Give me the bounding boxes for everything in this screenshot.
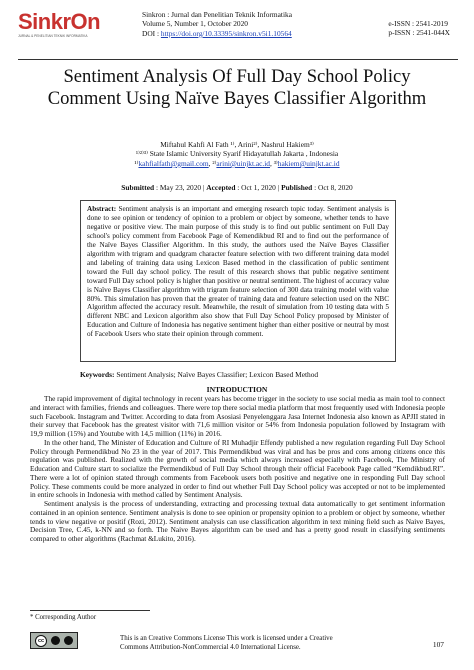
published-date: : Oct 8, 2020 [312,183,353,192]
author-affiliation: ¹⁾²⁾³⁾ State Islamic University Syarif Hidayatullah Jakarta , Indonesia [135,149,339,159]
submitted-label: Submitted [121,183,155,192]
logo-wordmark [18,9,101,34]
email-link-2[interactable]: arini@uinjkt.ac.id [216,158,271,168]
email-separator: , ³⁾ [270,158,278,168]
creative-commons-badge[interactable] [30,632,78,649]
doi-label: DOI : [142,28,161,38]
introduction-body [30,395,445,544]
license-line-1: This is an Creative Commons License This work is licensed under a Creative [120,635,333,642]
page-number: 107 [432,640,444,649]
section-heading-introduction: INTRODUCTION [206,385,268,394]
abstract-label: Abstract: [87,205,117,213]
submission-dates [40,183,434,192]
email-separator: , ²⁾ [208,158,217,168]
paper-title: Sentiment Analysis Of Full Day School Policy Comment Using Naïve Bayes Classifier Algorithm [47,66,427,109]
logo-subtitle: JURNAL & PENELITIAN TEKNIK INFORMATIKA [18,34,88,38]
author-emails [40,159,434,168]
by-icon [51,636,60,645]
footnote-divider [30,610,150,611]
doi-link[interactable]: https://doi.org/10.33395/sinkron.v5i1.10564 [160,28,292,38]
author-block [40,140,434,168]
journal-volume: Volume 5, Number 1, October 2020 [142,19,248,29]
nc-icon [64,636,73,645]
email-link-1[interactable]: kahfialfath@gmail.com [138,158,209,168]
corresponding-author-note: * Corresponding Author [30,614,97,621]
logo-accent-text: On [70,9,101,34]
sinkron-logo [18,9,101,38]
pissn: p-ISSN : 2541-044X [388,28,450,38]
accepted-date: : Oct 1, 2020 | [235,183,282,192]
abstract-text: Sentiment analysis is an important and emerging research topic today. Sentiment analysis is done to see opinion or tendency of opinion to a problem or object by someone, whether tends to have negative or positive view. The main purpose of this study is to find out public sentiment on Full Day school's policy comment from Facebook Page of Kemendikbud RI and to find out the performance of the Naïve Bayes Classifier Algorithm. In this study, the authors used the Naïve Bayes Classifier algorithm with trigram and quadgram character feature selection with two different training data model and labeling of training data using Lexicon Based method in the classification of public sentiment toward the Full day school policy. The result of this research shows that public negative sentiment toward Full Day school policy is higher than positive or neutral sentiment. The highest of accuracy value is Naïve Bayes Classifier algorithm with trigram feature selection of 300 data training model with value 80%. This simulation has proven that the greater of training data and feature selection used on the NBC Algorithm affected the accuracy result. Meanwhile, the result of simulation from 10 testing data with 5 different NBC and Lexicon algorithm also show that Full Day School Policy proposed by Minister of Education and Culture of Indonesia has negative sentiment higher than either positive or neutral by most of Facebook Users who state their opinion through comment. [87,205,389,339]
accepted-label: Accepted [206,183,236,192]
issn-block [388,19,450,38]
published-label: Published [281,183,313,192]
journal-header [18,8,458,60]
doi-line [142,29,292,38]
eissn: e-ISSN : 2541-2019 [388,19,448,28]
license-line-2: Commons Attribution-NonCommercial 4.0 International License. [120,644,301,651]
abstract-box [80,200,396,362]
paragraph: The rapid improvement of digital technology in recent years has become trigger in the society to use social media as main tool to connect and interact with families, friends and colleagues. There were top there social media platform that most frequently used with Indonesia people such Facebook. Instagram and Twitter. According to data from Asosiasi Penyelenggara Jasa Internet Indonesia also known as APJII stated in their survey that Facebook has the greatest visitor with 71,6 million visitor or 54% from Indonesia population followed by Instagram with 19,9 million (15%) and Youtube with 14,5 million (11%) in 2016. [30,394,446,438]
paragraph: In the other hand, The Minister of Education and Culture of RI Muhadjir Effendy published a new regulation regarding Full Day School Policy through Permendikbud No 23 in the year of 2017. This Permendikbud was viral and has be pros and cons among citizens once this regulation was published. Realized with the growth of social media which always increased especially with Facebook, The Ministry of Education and Culture start to socialize the Permendikbud of Full Day School through their official Facebook Page called “Kemdikbud.RI”. There were a lot of opinion stated through comments from Facebook users both positive and negative one in responding Full Day school Policy. These comments could be more analyzed in order to find out whether Full Day School policy was accepted or not to be implemented in entire schools in Indonesia with method called by Sentiment Analysis. [30,437,445,500]
cc-icon: cc [35,635,47,647]
journal-name: Sinkron : Jurnal dan Penelitian Teknik Informatika [142,10,293,19]
keywords-label: Keywords: [80,370,115,379]
keywords-text: Sentiment Analysis; Naïve Bayes Classifier; Lexicon Based Method [114,370,319,379]
email-link-3[interactable]: hakiem@uinjkt.ac.id [277,158,340,168]
submitted-date: : May 23, 2020 | [154,183,207,192]
keywords [80,370,396,379]
author-names: Miftahul Kahfi Al Fath ¹⁾, Arini²⁾, Nashrul Hakiem³⁾ [160,140,314,149]
paragraph: Sentiment analysis is the process of understanding, extracting and processing textual data automatically to get sentiment information contained in an opinion sentence. Sentiment analysis is done to see opinion or propensity opinion to a problem or object by someone, whether tends to view negative or positif (Rozi, 2012). Sentiment analysis can use classification algorithm in text mining field such as Naive Bayes, Decision Tree, C.45, k-NN and so forth. The Naive Bayes algorithm can be used and has a pretty good result in classifying sentiments compared to other algorithms (Rachmat &Lukito, 2016). [30,499,445,543]
license-text [120,634,333,652]
journal-info [142,10,292,38]
email-marker: ¹⁾ [134,158,139,168]
logo-main-text: Sinkr [18,9,71,34]
